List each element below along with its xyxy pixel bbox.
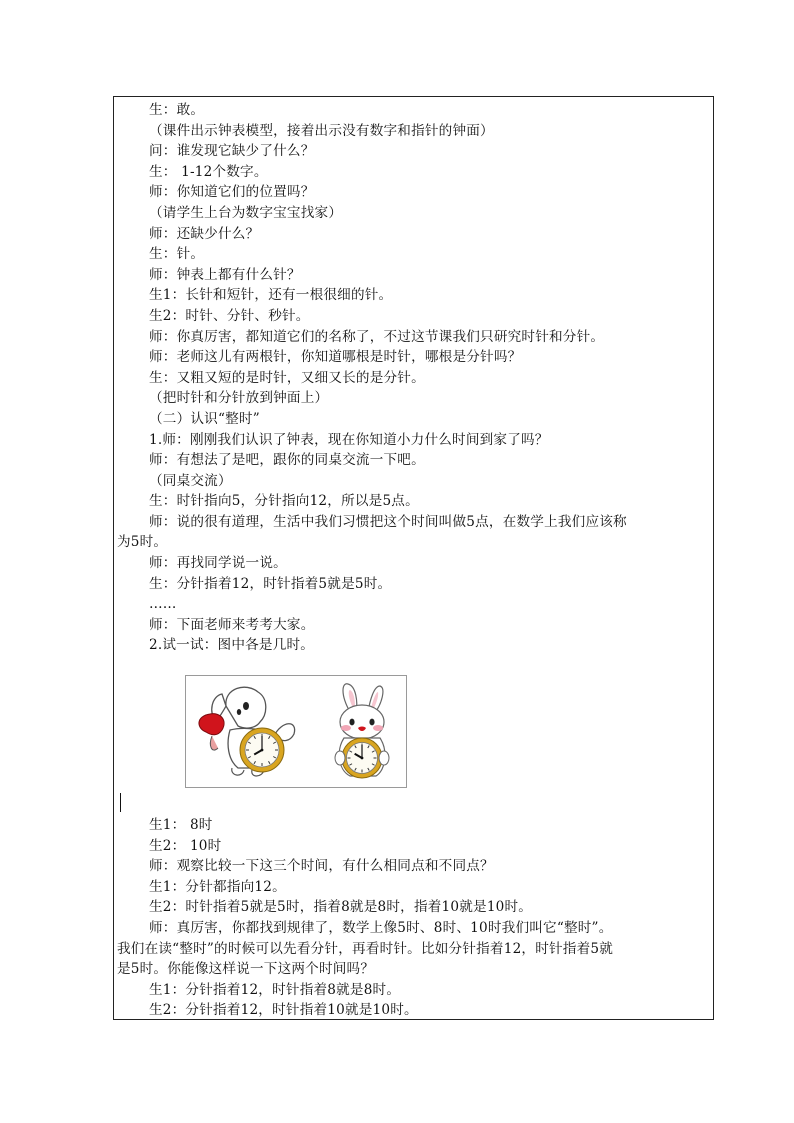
text-line: 生：针。 [149,246,205,263]
clock-illustration [186,676,406,787]
text-line: 生：敢。 [149,102,205,118]
text-line: 师：真厉害，你都找到规律了，数学上像5时、8时、10时我们叫它“整时”。 [149,919,613,936]
text-line: 师：说的很有道理，生活中我们习惯把这个时间叫做5点，在数学上我们应该称 [149,513,627,530]
text-line: 我们在读“整时”的时候可以先看分针，再看时针。比如分针指着12，时针指着5就 [117,940,614,957]
dog-with-clock [199,687,295,776]
text-line: （把时针和分针放到钟面上） [149,390,329,407]
clock-figure [185,675,407,788]
text-line: 生1： 8时 [149,817,213,833]
text-line: 生： 1-12个数字。 [149,163,268,180]
text-line: 师：观察比较一下这三个时间，有什么相同点和不同点？ [149,858,494,875]
text-line: 生2：分针指着12，时针指着10就是10时。 [149,1002,418,1019]
text-line: 师：下面老师来考考大家。 [149,616,315,633]
rabbit-with-clock [335,684,389,778]
text-line: 生：分针指着12，时针指着5就是5时。 [149,575,392,592]
lesson-text-top [114,100,713,656]
text-line: 师：你真厉害，都知道它们的名称了，不过这节课我们只研究时针和分针。 [149,328,605,345]
lesson-text-bottom [114,815,713,1021]
text-line: 师：还缺少什么？ [149,225,260,242]
text-line: 师：再找同学说一说。 [149,555,287,572]
text-line: 是5时。你能像这样说一下这两个时间吗？ [117,961,375,978]
text-line: 生1：分针都指向12。 [149,878,286,895]
text-line: 生2：时针、分针、秒针。 [149,307,310,324]
text-line: 生：又粗又短的是时针，又细又长的是分针。 [149,369,425,386]
text-line: 2.试一试：图中各是几时。 [149,637,315,654]
text-line: 1.师：刚刚我们认识了钟表，现在你知道小力什么时间到家了吗？ [149,431,549,448]
text-line: （二）认识“整时” [149,410,260,427]
text-line: 师：钟表上都有什么针？ [149,266,301,283]
text-line: …… [149,596,177,613]
text-line: 生1：分针指着12，时针指着8就是8时。 [149,981,401,998]
text-line: （同桌交流） [149,472,232,489]
dog-nose [199,714,224,735]
text-line: 师：有想法了是吧，跟你的同桌交流一下吧。 [149,452,425,469]
text-line: 师：老师这儿有两根针，你知道哪根是时针，哪根是分针吗？ [149,349,522,366]
text-line: （请学生上台为数字宝宝找家） [149,204,343,221]
text-line: 生2： 10时 [149,837,222,854]
text-line: 生：时针指向5，分针指向12，所以是5点。 [149,493,419,510]
text-line: 生1：长针和短针，还有一根很细的针。 [149,287,393,304]
text-line: （课件出示钟表模型，接着出示没有数字和指针的钟面） [149,122,494,139]
lesson-table-cell [113,96,714,1020]
text-line: 师：你知道它们的位置吗？ [149,184,315,201]
text-cursor [120,793,121,812]
text-line: 生2：时针指着5就是5时，指着8就是8时，指着10就是10时。 [149,899,533,916]
text-line: 问：谁发现它缺少了什么？ [149,143,315,160]
text-line: 为5时。 [117,534,168,551]
